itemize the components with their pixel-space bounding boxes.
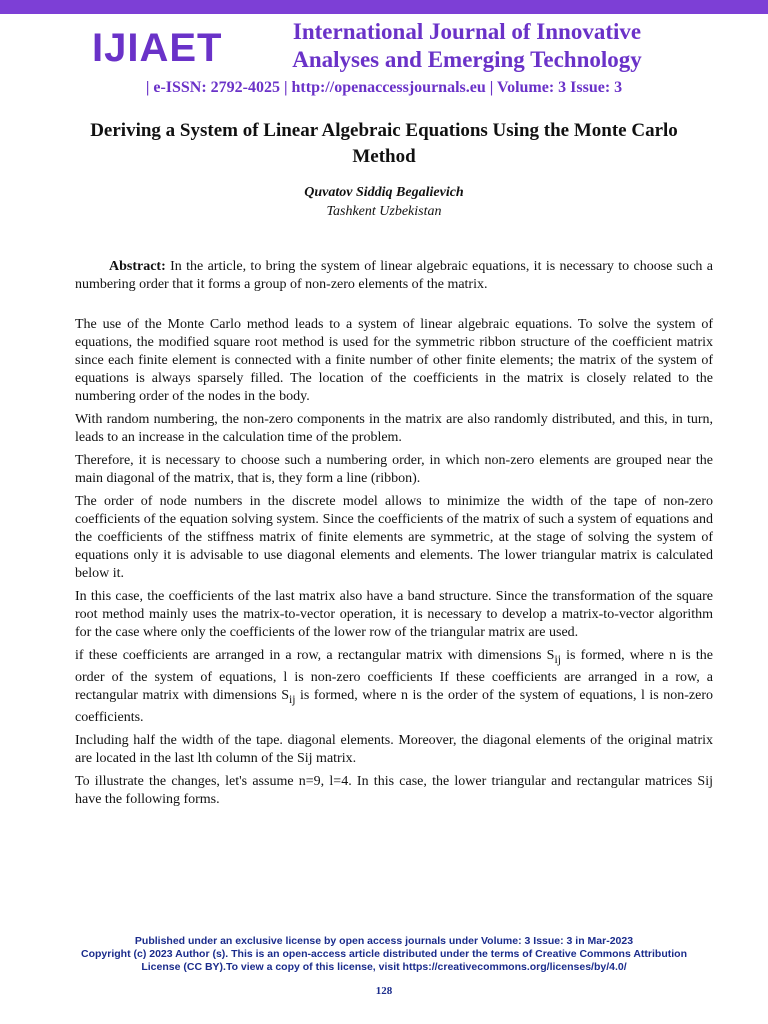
body-paragraph-7: Including half the width of the tape. diagonal elements. Moreover, the diagonal elements of the original matrix are located in the last lth column of the Sij matrix. bbox=[75, 732, 713, 766]
page-number: 128 bbox=[375, 985, 393, 997]
body-paragraph-5: In this case, the coefficients of the last matrix also have a band structure. Since the transformation of the square root method mainly uses the matrix-to-vector operation, it is necessary to develop a matrix-to-vector algorithm for the case where only the coefficients of the lower row of the triangular matrix are used. bbox=[75, 589, 713, 640]
article-body bbox=[75, 258, 713, 814]
p6-subscript-2: ij bbox=[289, 692, 296, 706]
p6-subscript-1: ij bbox=[554, 652, 561, 666]
paper-title: Deriving a System of Linear Algebraic Equations Using the Monte Carlo Method bbox=[90, 120, 678, 167]
body-paragraph-1: The use of the Monte Carlo method leads to a system of linear algebraic equations. To solve the system of equations, the modified square root method is used for the symmetric ribbon structure of the coefficient matrix since each finite element is connected with a finite number of other finite elements; the matrix of the system of equations is always sparsely filled. The location of the coefficients in the matrix is closely related to the numbering order of the nodes in the body. bbox=[75, 317, 713, 404]
footer-line1: Published under an exclusive license by open access journals under Volume: 3 Issue: 3 in Mar-2023 bbox=[134, 935, 634, 947]
footer-line2: Copyright (c) 2023 Author (s). This is an open-access article distributed under the terms of Creative Commons Attribution bbox=[81, 948, 687, 960]
body-paragraph-4: The order of node numbers in the discrete model allows to minimize the width of the tape of non-zero coefficients of the equation solving system. Since the coefficients of the matrix of such a system of equations and the coefficients of the stiffness matrix of finite elements are symmetric, at the stage of solving the system of equations only it is advisable to use diagonal elements and elements. The lower triangular matrix is calculated below it. bbox=[75, 494, 713, 581]
p6-part-a: if these coefficients are arranged in a row, a rectangular matrix with dimensions S bbox=[75, 648, 555, 663]
footer-line3: License (CC BY).To view a copy of this license, visit https://creativecommons.org/licenses/by/4.0/ bbox=[141, 961, 627, 973]
license-footer bbox=[40, 935, 728, 974]
author-affiliation: Tashkent Uzbekistan bbox=[326, 204, 442, 219]
p6-part-b: is formed, where n is the order of the system of equations, l is non-zero coefficients If these coefficients are arranged in a row, a rectangular matrix with dimensions S bbox=[75, 648, 713, 703]
abstract-label: Abstract: bbox=[109, 259, 166, 274]
abstract-paragraph bbox=[75, 258, 713, 294]
journal-title-line1: International Journal of Innovative bbox=[292, 19, 642, 44]
p6-part-c: is formed, where n is the order of the system of equations, l is non-zero coefficients. bbox=[75, 687, 713, 725]
journal-logo: IJIAET bbox=[92, 26, 223, 70]
journal-title bbox=[262, 18, 672, 74]
body-paragraph-8: To illustrate the changes, let's assume n=9, l=4. In this case, the lower triangular and rectangular matrices Sij have the following forms. bbox=[75, 773, 713, 807]
body-paragraph-3: Therefore, it is necessary to choose such a numbering order, in which non-zero elements are grouped near the main diagonal of the matrix, that is, they form a line (ribbon). bbox=[75, 453, 713, 486]
top-accent-bar bbox=[0, 0, 768, 14]
issn-line: | e-ISSN: 2792-4025 | http://openaccessjournals.eu | Volume: 3 Issue: 3 bbox=[145, 79, 623, 96]
author-name: Quvatov Siddiq Begalievich bbox=[304, 185, 464, 200]
body-paragraph-2: With random numbering, the non-zero components in the matrix are also randomly distributed, and this, in turn, leads to an increase in the calculation time of the problem. bbox=[75, 412, 713, 445]
body-paragraph-6 bbox=[75, 647, 713, 727]
abstract-text: In the article, to bring the system of linear algebraic equations, it is necessary to choose such a numbering order that it forms a group of non-zero elements of the matrix. bbox=[75, 259, 713, 292]
journal-title-line2: Analyses and Emerging Technology bbox=[292, 47, 642, 72]
